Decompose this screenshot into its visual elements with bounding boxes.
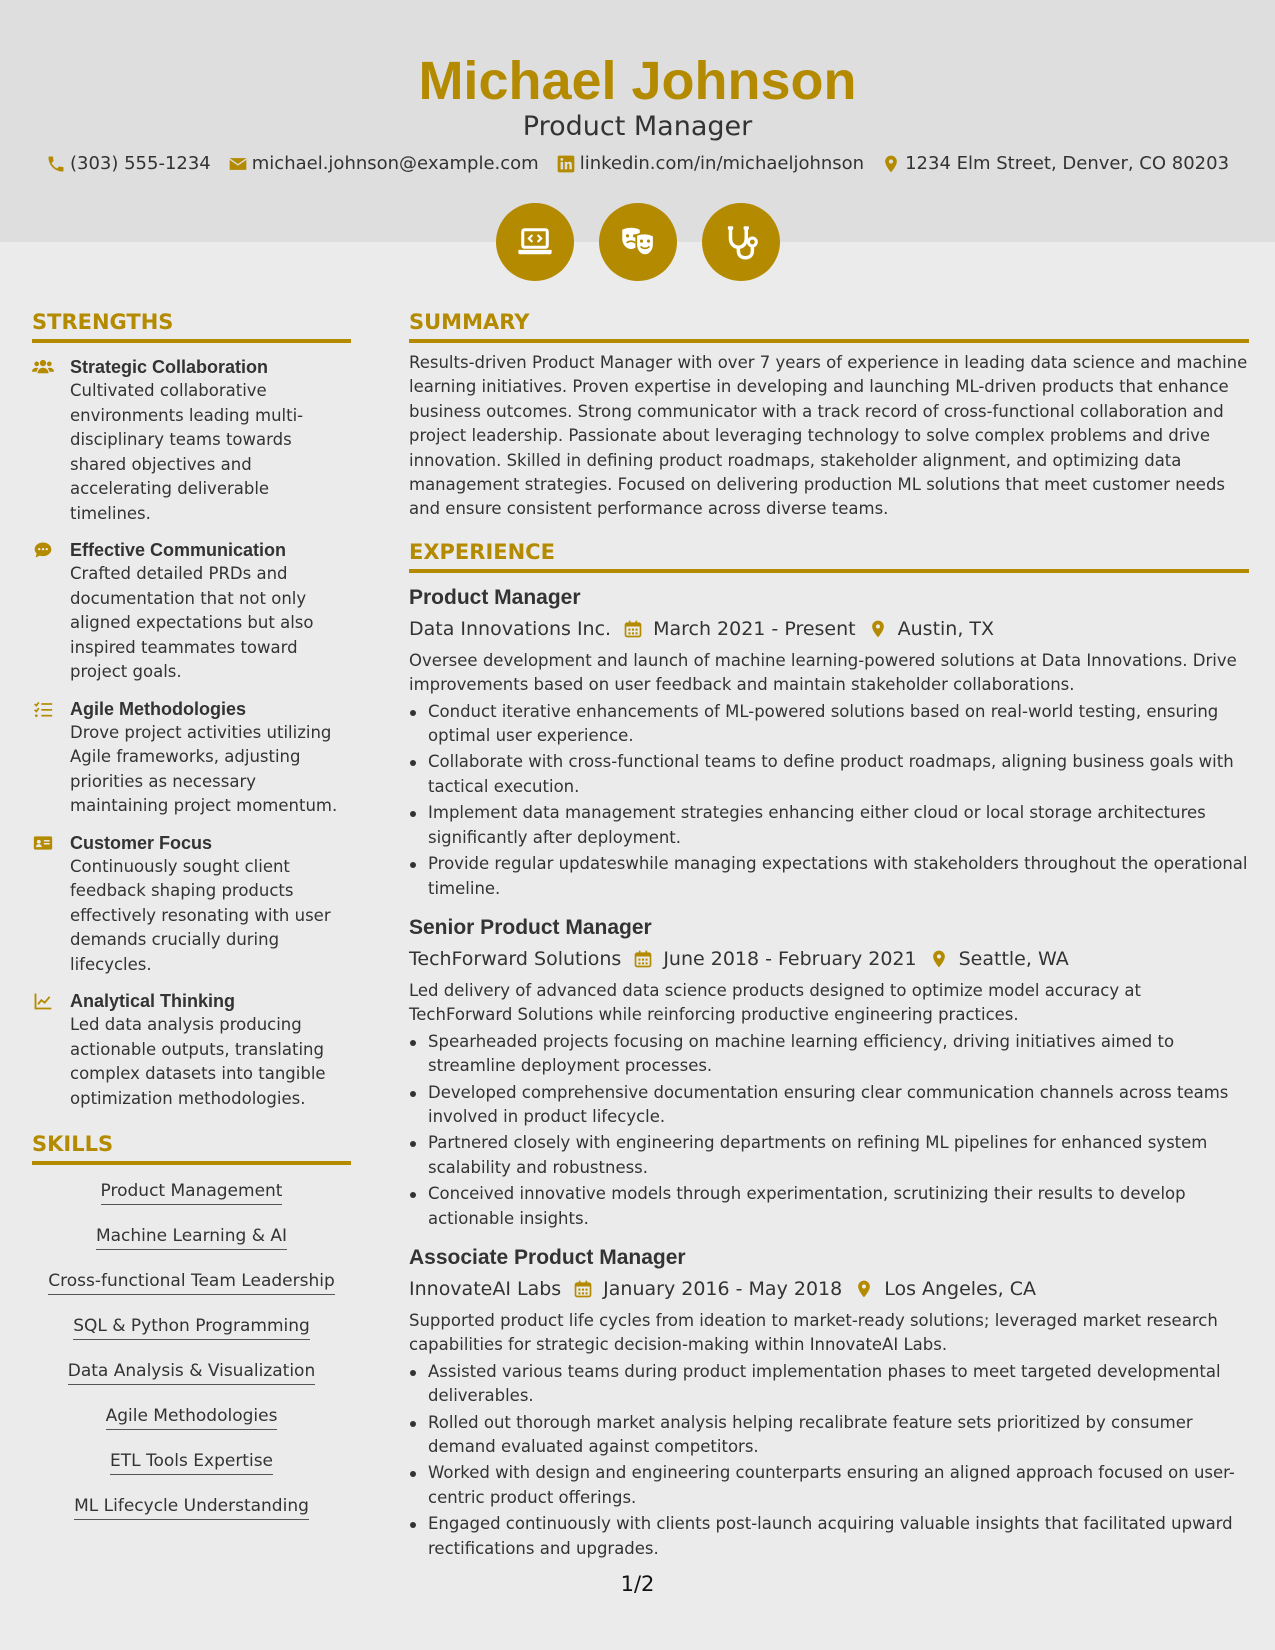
- job-entry: [409, 913, 1249, 1231]
- skill-label: ETL Tools Expertise: [110, 1451, 273, 1475]
- job-bullets: [409, 700, 1249, 901]
- right-column: [409, 308, 1249, 1563]
- tasks-icon: [32, 699, 54, 719]
- job-entry: [409, 1243, 1249, 1561]
- strength-description: Continuously sought client feedback shaping products effectively resonating with user demands crucially during lifecycles.: [70, 856, 331, 974]
- job-location: Austin, TX: [897, 617, 995, 640]
- skill-item: [32, 1447, 351, 1492]
- hobby-icons: [0, 203, 1275, 281]
- job-description: Supported product life cycles from ideation to market-ready solutions; leveraged market research capabilities for strategic decision-making within InnovateAI Labs.: [409, 1310, 1218, 1355]
- job-bullet: Engaged continuously with clients post-launch acquiring valuable insights that facilitated upward rectifications and upgrades.: [409, 1512, 1249, 1561]
- users-icon: [32, 357, 54, 377]
- map-pin-icon: [929, 949, 949, 969]
- skill-label: Product Management: [101, 1181, 283, 1205]
- strength-item: [32, 355, 351, 526]
- job-location: Seattle, WA: [958, 947, 1069, 970]
- job-bullet: Assisted various teams during product implementation phases to meet targeted developmental deliverables.: [409, 1360, 1249, 1409]
- strength-item: [32, 989, 351, 1111]
- skill-item: [32, 1222, 351, 1267]
- phone-text: (303) 555-1234: [69, 153, 211, 174]
- skill-label: Machine Learning & AI: [96, 1226, 287, 1250]
- calendar-icon: [573, 1279, 593, 1299]
- skill-item: [32, 1312, 351, 1357]
- linkedin-icon: [556, 154, 576, 174]
- job-company: Data Innovations Inc.: [409, 617, 612, 640]
- job-bullet: Worked with design and engineering counterparts ensuring an aligned approach focused on user-centric product offerings.: [409, 1461, 1249, 1510]
- id-card-icon: [32, 833, 54, 853]
- skill-item: [32, 1267, 351, 1312]
- job-bullet: Spearheaded projects focusing on machine learning efficiency, driving initiatives aimed to streamline deployment processes.: [409, 1030, 1249, 1079]
- strength-description: Drove project activities utilizing Agile frameworks, adjusting priorities as necessary maintaining project momentum.: [70, 722, 338, 815]
- job-dates: June 2018 - February 2021: [663, 947, 917, 970]
- skill-label: ML Lifecycle Understanding: [74, 1496, 309, 1520]
- skills-heading: SKILLS: [32, 1130, 351, 1165]
- stethoscope-icon: [720, 221, 762, 263]
- hobby-circle-theater: [599, 203, 677, 281]
- job-company: TechForward Solutions: [409, 947, 622, 970]
- candidate-name: Michael Johnson: [418, 51, 857, 111]
- job-bullet: Collaborate with cross-functional teams to define product roadmaps, aligning business goals with tactical execution.: [409, 750, 1249, 799]
- page-number: 1/2: [620, 1572, 655, 1596]
- skill-label: SQL & Python Programming: [73, 1316, 310, 1340]
- summary-text: Results-driven Product Manager with over 7 years of experience in leading data science and machine learning initiatives. Proven expertise in developing and launching ML-driven products that enhance business outcomes. Strong communicator with a track record of cross-functional collaboration and project leadership. Passionate about leveraging technology to solve complex problems and drive innovation. Skilled in defining product roadmaps, stakeholder alignment, and optimizing data management strategies. Focused on delivering production ML solutions that meet customer needs and ensure consistent performance across diverse teams.: [409, 353, 1248, 519]
- map-pin-icon: [881, 154, 901, 174]
- strength-item: [32, 538, 351, 685]
- summary-heading: SUMMARY: [409, 308, 1249, 343]
- job-bullet: Conduct iterative enhancements of ML-powered solutions based on real-world testing, ensuring optimal user experience.: [409, 700, 1249, 749]
- job-bullet: Provide regular updateswhile managing expectations with stakeholders throughout the operational timeline.: [409, 852, 1249, 901]
- job-bullets: [409, 1030, 1249, 1231]
- job-bullet: Conceived innovative models through experimentation, scrutinizing their results to develop actionable insights.: [409, 1182, 1249, 1231]
- job-entry: [409, 583, 1249, 901]
- strength-title: Analytical Thinking: [70, 991, 236, 1011]
- strength-title: Strategic Collaboration: [70, 357, 269, 377]
- skill-label: Data Analysis & Visualization: [68, 1361, 315, 1385]
- skill-item: [32, 1492, 351, 1537]
- candidate-role: Product Manager: [522, 111, 753, 142]
- calendar-icon: [633, 949, 653, 969]
- job-meta: [409, 1274, 1249, 1304]
- contact-bar: [0, 152, 1275, 176]
- phone-icon: [46, 154, 66, 174]
- job-bullet: Developed comprehensive documentation ensuring clear communication channels across teams involved in product lifecycle.: [409, 1081, 1249, 1130]
- skill-item: [32, 1402, 351, 1447]
- address-text: 1234 Elm Street, Denver, CO 80203: [905, 153, 1230, 174]
- map-pin-icon: [854, 1279, 874, 1299]
- theater-masks-icon: [617, 221, 659, 263]
- chart-line-icon: [32, 991, 54, 1011]
- job-meta: [409, 944, 1249, 974]
- job-company: InnovateAI Labs: [409, 1277, 562, 1300]
- contact-phone: [46, 152, 211, 176]
- job-description: Led delivery of advanced data science products designed to optimize model accuracy at TechForward Solutions while reinforcing productive engineering practices.: [409, 980, 1141, 1025]
- strength-title: Effective Communication: [70, 540, 287, 560]
- job-bullet: Partnered closely with engineering departments on refining ML pipelines for enhanced system scalability and robustness.: [409, 1131, 1249, 1180]
- laptop-code-icon: [514, 221, 556, 263]
- job-bullets: [409, 1360, 1249, 1561]
- summary-section: [409, 308, 1249, 522]
- linkedin-text[interactable]: linkedin.com/in/michaeljohnson: [579, 153, 865, 174]
- experience-heading: EXPERIENCE: [409, 538, 1249, 573]
- job-bullet: Implement data management strategies enhancing either cloud or local storage architectures significantly after deployment.: [409, 801, 1249, 850]
- job-meta: [409, 614, 1249, 644]
- skill-item: [32, 1357, 351, 1402]
- contact-linkedin[interactable]: [556, 152, 864, 176]
- experience-section: [409, 538, 1249, 1561]
- hobby-circle-coding: [496, 203, 574, 281]
- calendar-icon: [623, 619, 643, 639]
- skill-list: [32, 1177, 351, 1537]
- skill-item: [32, 1177, 351, 1222]
- strengths-section: [32, 308, 351, 1111]
- job-dates: January 2016 - May 2018: [603, 1277, 843, 1300]
- strength-item: [32, 697, 351, 819]
- strength-description: Crafted detailed PRDs and documentation that not only aligned expectations but also inspired teammates toward project goals.: [70, 564, 314, 681]
- left-column: [32, 308, 351, 1537]
- contact-email[interactable]: [228, 152, 539, 176]
- job-description: Oversee development and launch of machine learning-powered solutions at Data Innovations. Drive improvements based on user feedback and maintain stakeholder collaborations.: [409, 650, 1237, 695]
- strength-description: Cultivated collaborative environments leading multi-disciplinary teams towards shared objectives and accelerating deliverable timelines.: [70, 381, 304, 523]
- skill-label: Agile Methodologies: [106, 1406, 278, 1430]
- strengths-heading: STRENGTHS: [32, 308, 351, 343]
- job-title: Associate Product Manager: [409, 1245, 686, 1269]
- job-bullet: Rolled out thorough market analysis helping recalibrate feature sets prioritized by consumer demand evaluated against competitors.: [409, 1411, 1249, 1460]
- strength-description: Led data analysis producing actionable outputs, translating complex datasets into tangible optimization methodologies.: [70, 1015, 326, 1108]
- strength-title: Agile Methodologies: [70, 698, 247, 719]
- job-title: Product Manager: [409, 585, 581, 609]
- map-pin-icon: [868, 619, 888, 639]
- skills-section: [32, 1130, 351, 1537]
- skill-label: Cross-functional Team Leadership: [48, 1271, 335, 1295]
- envelope-icon: [228, 154, 248, 174]
- strength-item: [32, 831, 351, 978]
- job-title: Senior Product Manager: [409, 915, 652, 939]
- comment-dots-icon: [32, 540, 54, 560]
- job-dates: March 2021 - Present: [653, 617, 856, 640]
- contact-address: [881, 152, 1229, 176]
- strength-title: Customer Focus: [70, 832, 213, 853]
- job-location: Los Angeles, CA: [884, 1277, 1037, 1300]
- email-text[interactable]: michael.johnson@example.com: [251, 153, 539, 174]
- hobby-circle-medicine: [702, 203, 780, 281]
